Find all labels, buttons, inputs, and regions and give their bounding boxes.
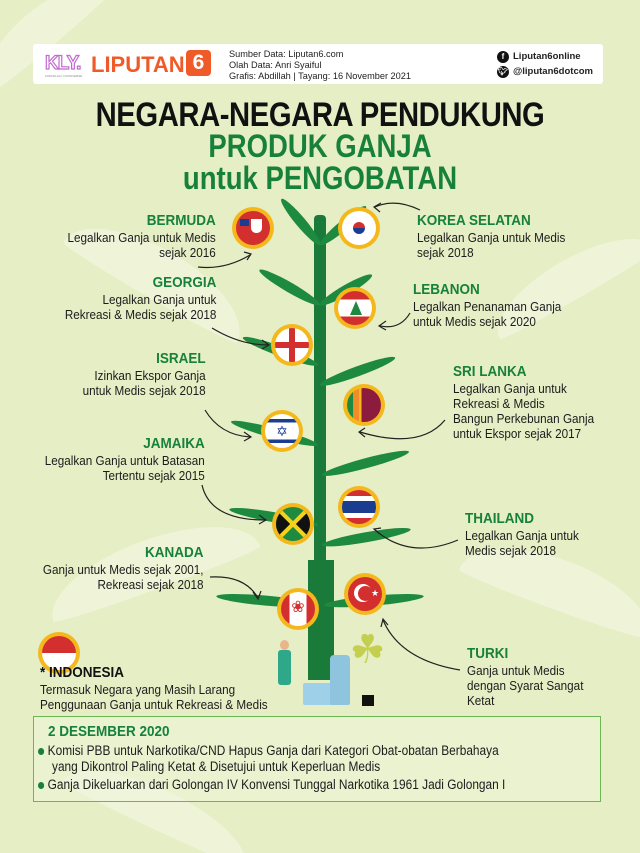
country-desc: Rekreasi & Medis sejak 2018 — [64, 307, 216, 322]
news-note-box — [33, 716, 601, 802]
country-desc: Legalkan Ganja untuk — [453, 381, 567, 396]
liputan6-logo-number: 6 — [186, 50, 211, 76]
facebook-handle: Liputan6online — [513, 51, 581, 62]
country-desc: Bangun Perkebunan Ganja — [453, 411, 595, 426]
country-desc: Ganja untuk Medis — [467, 663, 565, 678]
country-desc: Legalkan Ganja untuk Medis — [417, 230, 566, 245]
country-name: SRI LANKA — [453, 363, 527, 380]
country-label-lebanon — [413, 281, 561, 329]
country-desc: Termasuk Negara yang Masih Larang — [40, 682, 236, 697]
kly-tagline: KAPANLAGI YOUNIVERSE — [45, 74, 83, 78]
country-label-georgia — [64, 274, 216, 322]
note-heading: 2 DESEMBER 2020 — [48, 723, 170, 740]
cannabis-plant-pot-illustration — [362, 695, 374, 706]
maple-leaf-icon: ❀ — [291, 599, 305, 616]
country-name: * INDONESIA — [40, 664, 125, 681]
country-label-jamaika — [45, 435, 205, 483]
country-desc: Legalkan Ganja untuk — [465, 528, 579, 543]
credit-data: Olah Data: Anri Syaiful — [229, 60, 322, 70]
medicine-box-illustration — [303, 683, 333, 705]
country-desc: Tertentu sejak 2015 — [102, 468, 205, 483]
credit-source: Sumber Data: Liputan6.com — [229, 49, 344, 59]
note-item-continued — [52, 759, 380, 775]
country-label-kanada — [42, 544, 203, 592]
country-desc: Penggunaan Ganja untuk Rekreasi & Medis — [40, 697, 268, 712]
note-item — [38, 777, 505, 793]
country-name: KOREA SELATAN — [417, 212, 531, 229]
bullet-icon — [38, 782, 44, 789]
country-name: GEORGIA — [152, 274, 216, 291]
facebook-icon: f — [497, 51, 509, 63]
note-text: yang Dikontrol Paling Ketat & Disetujui untuk Keperluan Medis — [52, 759, 381, 774]
country-desc: Legalkan Ganja untuk Medis — [67, 230, 216, 245]
twitter-handle: @liputan6dotcom — [513, 66, 593, 77]
bullet-icon — [38, 748, 44, 755]
country-name: LEBANON — [413, 281, 480, 298]
country-desc: untuk Ekspor sejak 2017 — [453, 426, 582, 441]
country-label-sri-lanka — [453, 363, 594, 441]
doctor-illustration — [277, 640, 293, 685]
country-desc: Medis sejak 2018 — [465, 543, 557, 558]
country-desc: Ganja untuk Medis sejak 2001, — [42, 562, 203, 577]
country-name: KANADA — [144, 544, 203, 561]
note-text: Komisi PBB untuk Narkotika/CND Hapus Ganja dari Kategori Obat-obatan Berbahaya — [47, 743, 499, 758]
country-label-korea-selatan — [417, 212, 565, 260]
note-text: Ganja Dikeluarkan dari Golongan IV Konvensi Tunggal Narkotika 1961 Jadi Golongan I — [47, 777, 506, 792]
country-desc: Rekreasi & Medis — [453, 396, 545, 411]
country-name: BERMUDA — [146, 212, 216, 229]
note-item — [38, 743, 499, 759]
star-of-david-icon: ✡ — [276, 423, 288, 439]
country-desc: Legalkan Penanaman Ganja — [413, 299, 562, 314]
title-line-2: PRODUK GANJA — [208, 128, 432, 164]
cannabis-leaf-illustration: ☘ — [349, 628, 386, 672]
country-desc: Ketat — [467, 693, 495, 708]
twitter-icon: 🐦︎ — [497, 66, 509, 76]
country-label-bermuda — [68, 212, 216, 260]
country-name: JAMAIKA — [143, 435, 205, 452]
kly-logo: KLY. — [45, 53, 81, 74]
country-name: TURKI — [467, 645, 509, 662]
flag-turki: ★ — [344, 573, 386, 615]
country-desc: Legalkan Ganja untuk — [102, 292, 216, 307]
country-label-turki — [467, 645, 583, 708]
country-desc: dengan Syarat Sangat — [467, 678, 584, 693]
credit-graphic: Grafis: Abdillah | Tayang: 16 November 2021 — [229, 71, 411, 81]
country-desc: Izinkan Ekspor Ganja — [94, 368, 206, 383]
title-line-1: NEGARA-NEGARA PENDUKUNG — [95, 96, 545, 134]
country-desc: sejak 2016 — [159, 245, 216, 260]
country-desc: untuk Medis sejak 2018 — [83, 383, 206, 398]
country-name: THAILAND — [465, 510, 534, 527]
country-desc: untuk Medis sejak 2020 — [413, 314, 536, 329]
country-name: ISRAEL — [156, 350, 206, 367]
country-desc: Legalkan Ganja untuk Batasan — [44, 453, 205, 468]
title-line-3: untuk PENGOBATAN — [182, 160, 458, 196]
country-label-israel — [83, 350, 206, 398]
liputan6-logo-text: LIPUTAN — [91, 52, 185, 77]
country-label-indonesia — [40, 664, 268, 712]
country-label-thailand — [465, 510, 579, 558]
country-desc: Rekreasi sejak 2018 — [96, 577, 203, 592]
country-desc: sejak 2018 — [417, 245, 474, 260]
